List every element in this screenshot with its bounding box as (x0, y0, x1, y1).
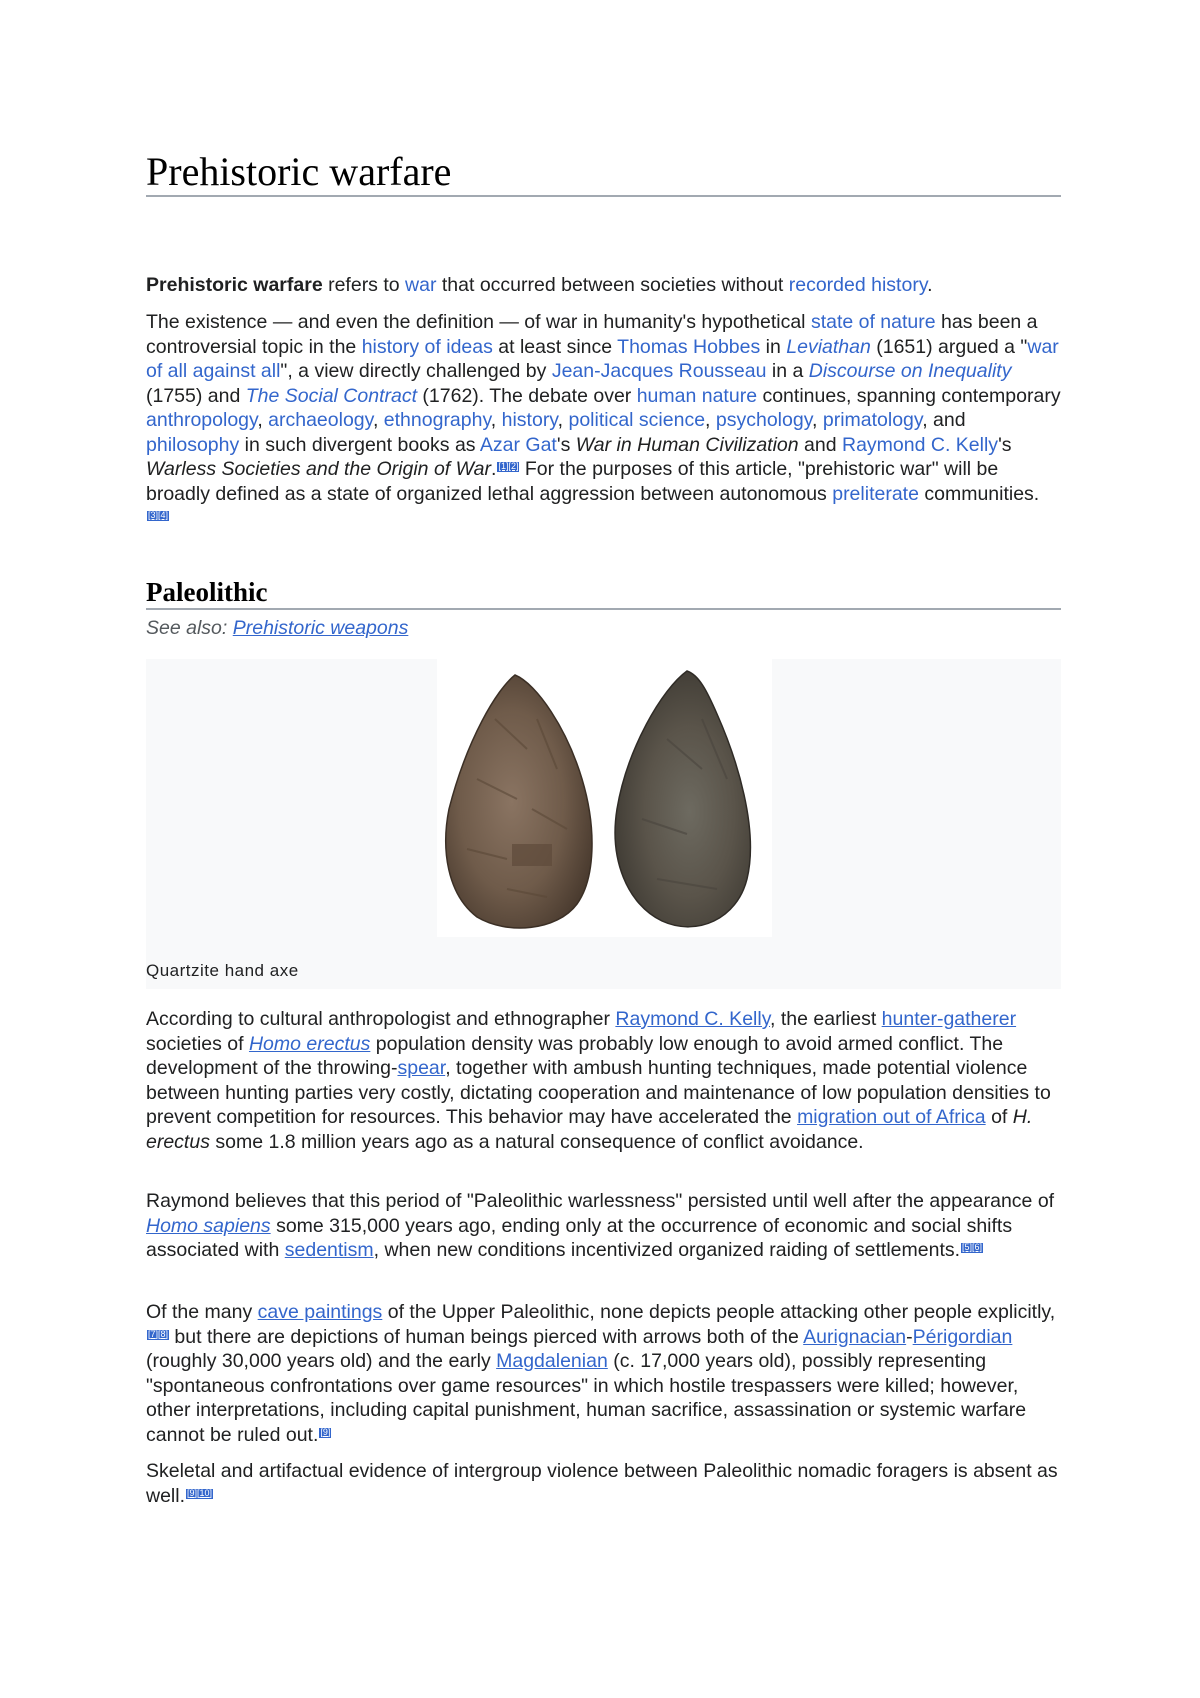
link-archaeology[interactable]: archaeology (268, 409, 373, 431)
citation-ref[interactable]: [1][2] (498, 461, 519, 471)
link-war-of-all-against-all[interactable]: war of all against all (146, 335, 1059, 382)
link-spear[interactable]: spear (397, 1057, 446, 1079)
link-history-of-ideas[interactable]: history of ideas (361, 335, 493, 358)
citation-ref[interactable]: [9] (320, 1426, 331, 1437)
page-title: Prehistoric warfare (146, 149, 452, 194)
link-anthropology[interactable]: anthropology (146, 409, 258, 431)
link-magdalenian[interactable]: Magdalenian (496, 1350, 608, 1372)
link-thomas-hobbes[interactable]: Thomas Hobbes (617, 335, 761, 358)
book-title: War in Human Civilization (575, 433, 799, 456)
link-political-science[interactable]: political science (568, 409, 706, 431)
paragraph-kelly: According to cultural anthropologist and ethnographer Raymond C. Kelly, the earliest hunter-gatherer societies of Homo erectus population density was probably low enough to avoid armed conflict. The development of the throwing-spear, together with ambush hunting techniques, made potential violence between hunting parties very costly, dictating cooperation and maintenance of low population densities to prevent competition for resources. This behavior may have accelerated the migration out of Africa of H. erectus some 1.8 million years ago as a natural consequence of conflict avoidance. (146, 1008, 1051, 1153)
link-prehistoric-weapons[interactable]: Prehistoric weapons (232, 617, 409, 639)
link-social-contract[interactable]: The Social Contract (245, 384, 417, 407)
citation-ref[interactable]: [7][8] (148, 1328, 169, 1339)
title-divider (146, 195, 1061, 197)
link-history[interactable]: history (501, 409, 558, 431)
link-war[interactable]: war (405, 274, 437, 296)
link-recorded-history[interactable]: recorded history (788, 274, 928, 296)
link-psychology[interactable]: psychology (715, 409, 813, 431)
figure (146, 659, 1061, 989)
intro-paragraph-1: Prehistoric warfare refers to war that occurred between societies without recorded history. (146, 274, 933, 296)
citation-ref[interactable]: [9][10] (187, 1487, 213, 1498)
link-ethnography[interactable]: ethnography (383, 409, 491, 431)
hand-axe-image[interactable] (437, 659, 772, 937)
link-raymond-kelly[interactable]: Raymond C. Kelly (842, 433, 999, 456)
section-divider (146, 608, 1061, 610)
link-hunter-gatherer[interactable]: hunter-gatherer (881, 1008, 1017, 1030)
link-leviathan[interactable]: Leviathan (786, 335, 871, 358)
link-migration-out-of-africa[interactable]: migration out of Africa (797, 1106, 986, 1128)
link-rousseau[interactable]: Jean-Jacques Rousseau (551, 360, 767, 382)
link-homo-sapiens[interactable]: Homo sapiens (146, 1214, 271, 1237)
citation-ref[interactable]: [3][4] (148, 510, 169, 520)
book-title: Warless Societies and the Origin of War (146, 458, 492, 480)
link-homo-erectus[interactable]: Homo erectus (248, 1032, 371, 1055)
link-perigordian[interactable]: Périgordian (912, 1325, 1013, 1348)
link-primatology[interactable]: primatology (822, 409, 923, 431)
citation-ref[interactable]: [5][6] (962, 1242, 983, 1252)
link-sedentism[interactable]: sedentism (284, 1239, 374, 1261)
link-human-nature[interactable]: human nature (636, 384, 758, 407)
link-state-of-nature[interactable]: state of nature (810, 311, 936, 333)
link-aurignacian[interactable]: Aurignacian (803, 1325, 907, 1348)
bold-term: Prehistoric warfare (146, 274, 323, 296)
link-azar-gat[interactable]: Azar Gat (479, 433, 557, 456)
paragraph-cave-paintings: Of the many cave paintings of the Upper Paleolithic, none depicts people attacking other people explicitly,[7][8] but there are depictions of human beings pierced with arrows both of the Aurignacian-Périgordian (roughly 30,000 years old) and the early Magdalenian (c. 17,000 years old), possibly representing "spontaneous confrontations over game resources" in which hostile trespassers were killed; however, other interpretations, including capital punishment, human sacrifice, assassination or systemic warfare cannot be ruled out. [9] (146, 1301, 1056, 1446)
link-discourse-on-inequality[interactable]: Discourse on Inequality (808, 360, 1012, 382)
paragraph-warlessness: Raymond believes that this period of "Paleolithic warlessness" persisted until well after the appearance of Homo sapiens some 315,000 years ago, ending only at the occurrence of economic and social shifts associated with sedentism, when new conditions incentivized organized raiding of settlements. [5][6] (146, 1190, 1055, 1261)
figure-caption: Quartzite hand axe (146, 961, 299, 980)
hand-axe-picture (437, 659, 772, 937)
section-heading: Paleolithic (146, 577, 268, 607)
paragraph-skeletal-evidence: Skeletal and artifactual evidence of intergroup violence between Paleolithic nomadic foragers is absent as well. [9][10] (146, 1460, 1058, 1507)
link-cave-paintings[interactable]: cave paintings (257, 1301, 383, 1323)
intro-paragraph-2: The existence — and even the definition — of war in humanity's hypothetical state of nature has been a controversial topic in the history of ideas at least since Thomas Hobbes in Leviathan (1651) argued a "war of all against all", a view directly challenged by Jean-Jacques Rousseau in a Discourse on Inequality (1755) and The Social Contract (1762). The debate over human nature continues, spanning contemporary anthropology, archaeology, ethnography, history, political science, psychology, primatology, and philosophy in such divergent books as Azar Gat's War in Human Civilization and Raymond C. Kelly's Warless Societies and the Origin of War. [1][2] For the purposes of this article, "prehistoric war" will be broadly defined as a state of organized lethal aggression between autonomous preliterate communities.[3][4] (146, 311, 1061, 520)
link-raymond-kelly[interactable]: Raymond C. Kelly (615, 1008, 771, 1030)
link-philosophy[interactable]: philosophy (146, 433, 240, 456)
link-preliterate[interactable]: preliterate (832, 482, 919, 505)
see-also-hatnote: See also: Prehistoric weapons (146, 617, 409, 639)
